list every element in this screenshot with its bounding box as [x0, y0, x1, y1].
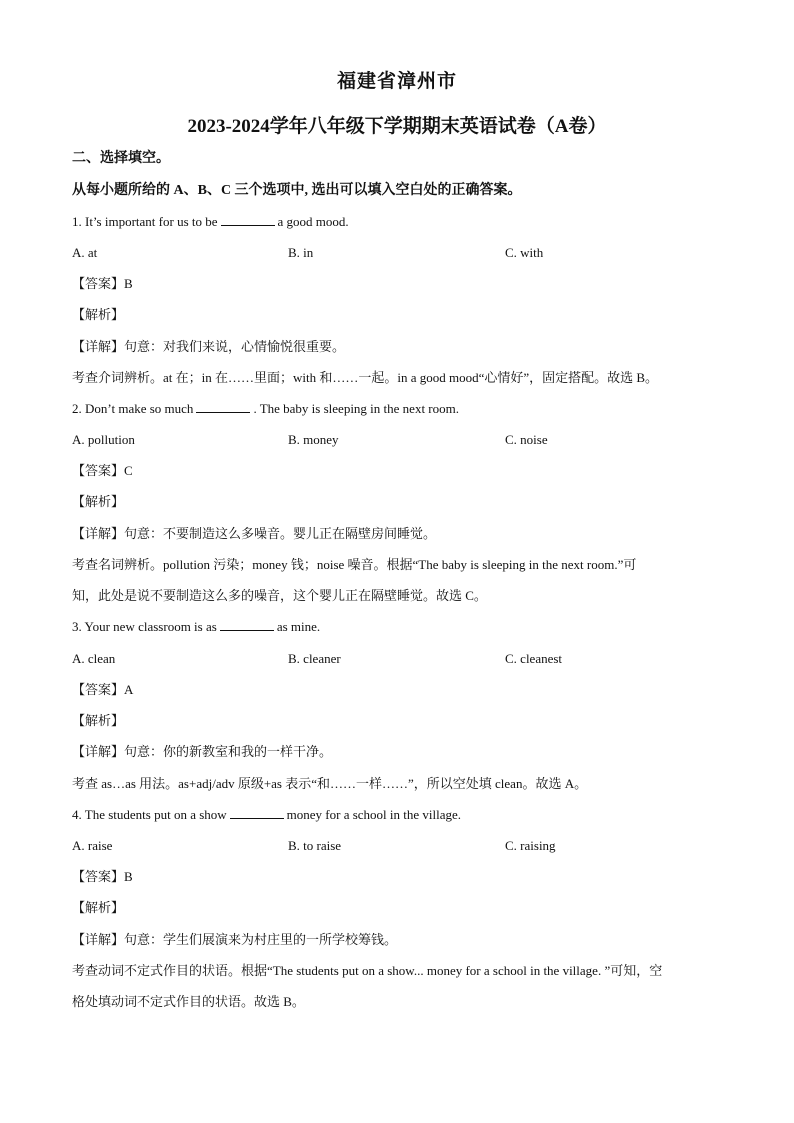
question-3-answer	[72, 681, 133, 699]
detail-label: 【详解】	[72, 339, 125, 354]
answer-blank	[230, 806, 284, 819]
question-2-option-a: A. pollution	[72, 432, 135, 447]
question-2-explanation-line1: 考查名词辨析。pollution 污染；money 钱；noise 噪音。根据“The baby is sleeping in the next room.”可	[72, 557, 637, 572]
question-2-text-after: . The baby is sleeping in the next room.	[253, 401, 459, 416]
question-3-option-a: A. clean	[72, 651, 116, 666]
answer-value: B	[124, 869, 133, 884]
question-4-text-before: 4. The students put on a show	[72, 807, 227, 822]
question-2-stem	[72, 400, 459, 418]
detail-label: 【详解】	[72, 744, 125, 759]
detail-meaning: 句意：不要制造这么多噪音。婴儿正在隔壁房间睡觉。	[124, 526, 437, 541]
question-1-text-after: a good mood.	[277, 214, 349, 229]
document-title-exam: 2023-2024学年八年级下学期期末英语试卷（A卷）	[187, 116, 607, 137]
question-4-analysis-label: 【解析】	[72, 900, 125, 915]
answer-label: 【答案】	[72, 682, 125, 697]
answer-value: C	[124, 463, 133, 478]
detail-label: 【详解】	[72, 932, 125, 947]
question-3-explanation: 考查 as…as 用法。as+adj/adv 原级+as 表示“和……一样……”，所以空处填 clean。故选 A。	[72, 776, 588, 791]
question-1-analysis-label: 【解析】	[72, 307, 125, 322]
question-3-option-b: B. cleaner	[288, 651, 341, 666]
question-1-stem	[72, 213, 349, 231]
answer-label: 【答案】	[72, 869, 125, 884]
question-2-explanation-line2: 知，此处是说不要制造这么多的噪音，这个婴儿正在隔壁睡觉。故选 C。	[72, 588, 487, 603]
section-instruction: 从每小题所给的 A、B、C 三个选项中, 选出可以填入空白处的正确答案。	[72, 183, 522, 198]
question-4-detail	[72, 931, 397, 949]
answer-value: A	[124, 682, 134, 697]
question-4-option-b: B. to raise	[288, 838, 342, 853]
question-3-detail	[72, 743, 332, 761]
question-4-explanation-line2: 格处填动词不定式作目的状语。故选 B。	[72, 994, 305, 1009]
section-heading: 二、选择填空。	[72, 151, 170, 166]
answer-blank	[221, 213, 275, 226]
question-4-answer	[72, 868, 133, 886]
answer-value: B	[124, 276, 133, 291]
question-4-stem	[72, 806, 461, 824]
question-3-option-c: C. cleanest	[505, 651, 563, 666]
detail-meaning: 句意：学生们展演来为村庄里的一所学校筹钱。	[124, 932, 398, 947]
question-4-explanation-line1: 考查动词不定式作目的状语。根据“The students put on a show... money for a school in the village. ”可知，空	[72, 963, 663, 978]
question-4-text-after: money for a school in the village.	[286, 807, 462, 822]
question-2-text-before: 2. Don’t make so much	[72, 401, 194, 416]
question-3-text-before: 3. Your new classroom is as	[72, 619, 217, 634]
answer-blank	[196, 400, 250, 413]
question-1-text-before: 1. It’s important for us to be	[72, 214, 218, 229]
question-1-option-c: C. with	[505, 245, 544, 260]
question-2-answer	[72, 462, 133, 480]
answer-blank	[220, 618, 274, 631]
detail-label: 【详解】	[72, 526, 125, 541]
question-3-text-after: as mine.	[276, 619, 321, 634]
question-1-option-a: A. at	[72, 245, 98, 260]
answer-label: 【答案】	[72, 463, 125, 478]
question-2-detail	[72, 525, 436, 543]
detail-meaning: 句意：对我们来说，心情愉悦很重要。	[124, 339, 346, 354]
question-4-option-c: C. raising	[505, 838, 556, 853]
detail-meaning: 句意：你的新教室和我的一样干净。	[124, 744, 333, 759]
question-2-option-b: B. money	[288, 432, 339, 447]
question-1-detail	[72, 338, 345, 356]
answer-label: 【答案】	[72, 276, 125, 291]
question-2-option-c: C. noise	[505, 432, 548, 447]
question-3-analysis-label: 【解析】	[72, 713, 125, 728]
document-title-region: 福建省漳州市	[336, 71, 457, 92]
question-1-option-b: B. in	[288, 245, 314, 260]
question-1-answer	[72, 275, 133, 293]
question-1-explanation: 考查介词辨析。at 在；in 在……里面；with 和……一起。in a good mood“心情好”，固定搭配。故选 B。	[72, 370, 659, 385]
question-2-analysis-label: 【解析】	[72, 494, 125, 509]
question-3-stem	[72, 618, 320, 636]
question-4-option-a: A. raise	[72, 838, 113, 853]
